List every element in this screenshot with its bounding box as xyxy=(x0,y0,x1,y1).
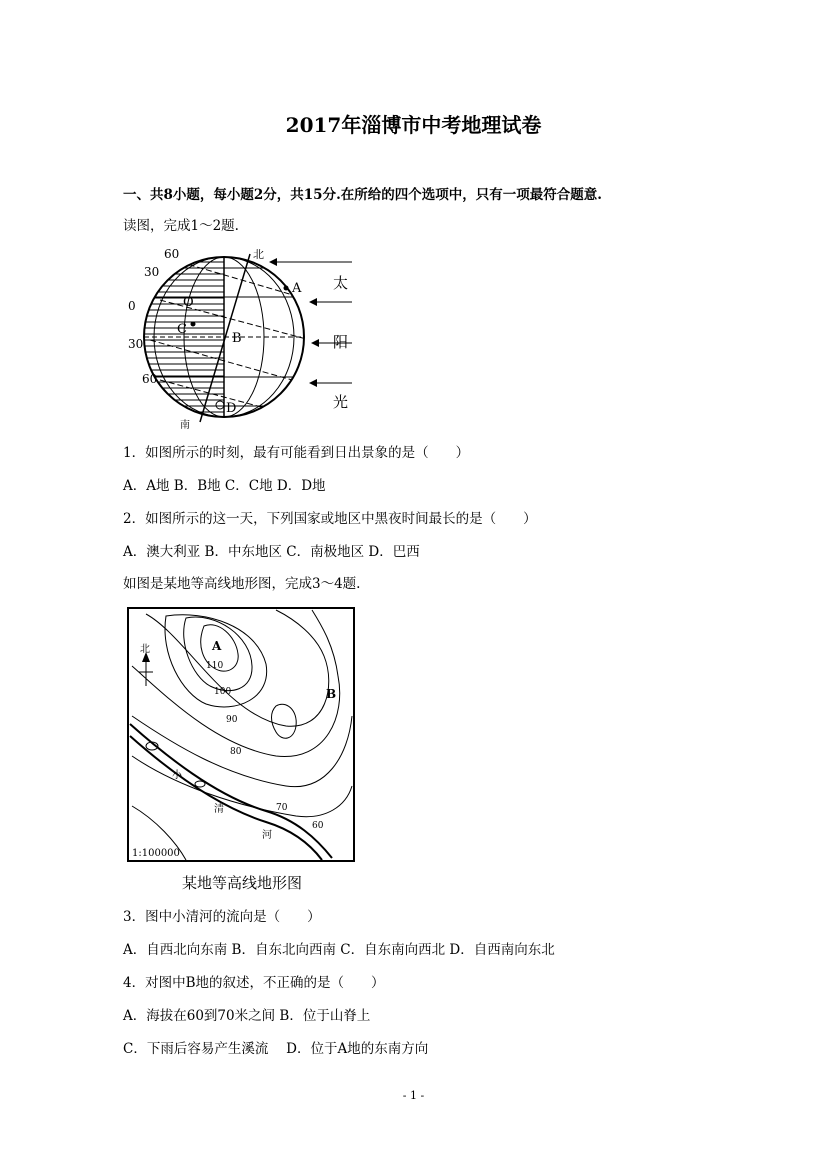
point-b-map-label: B xyxy=(326,687,337,701)
intro-text-1: 读图，完成1～2题. xyxy=(123,218,239,234)
page-title: 2017年淄博市中考地理试卷 xyxy=(285,113,542,137)
question-3-options: A．自西北向东南 B．自东北向西南 C．自东南向西北 D．自西南向东北 xyxy=(123,942,555,958)
lat-60s-label: 60 xyxy=(142,372,158,386)
point-o-label: O xyxy=(183,295,194,310)
river-label-3: 河 xyxy=(262,830,272,841)
point-a-label: A xyxy=(292,281,302,296)
sun-label-2: 阳 xyxy=(333,333,349,351)
south-label: 南 xyxy=(180,420,190,431)
contour-map-figure xyxy=(126,606,358,896)
lat-30s-label: 30 xyxy=(128,337,144,351)
lat-30n-label: 30 xyxy=(144,265,160,279)
lat-60n-label: 60 xyxy=(164,247,180,261)
question-4-options-1: A．海拔在60到70米之间 B．位于山脊上 xyxy=(123,1008,371,1024)
section-heading: 一、共8小题，每小题2分，共15分.在所给的四个选项中，只有一项最符合题意. xyxy=(123,187,602,203)
north-label: 北 xyxy=(253,248,264,261)
map-scale: 1:100000 xyxy=(132,848,180,859)
page-number: - 1 - xyxy=(402,1089,425,1102)
point-d-label: D xyxy=(226,401,237,416)
question-2: 2．如图所示的这一天，下列国家或地区中黑夜时间最长的是（ ） xyxy=(123,511,537,527)
contour-70-label: 70 xyxy=(276,803,288,813)
contour-60-label: 60 xyxy=(312,821,324,831)
contour-110-label: 110 xyxy=(206,661,224,671)
river-label-1: 小 xyxy=(172,770,182,781)
question-4-options-2: C．下雨后容易产生溪流 D．位于A地的东南方向 xyxy=(123,1041,429,1057)
point-b-label: B xyxy=(232,331,242,346)
contour-100-label: 100 xyxy=(214,687,232,697)
north-arrow-label: 北 xyxy=(140,644,150,655)
river-label-2: 清 xyxy=(214,804,224,815)
contour-80-label: 80 xyxy=(230,747,242,757)
question-2-options: A．澳大利亚 B．中东地区 C．南极地区 D．巴西 xyxy=(123,544,420,560)
map-caption: 某地等高线地形图 xyxy=(181,874,303,892)
question-4: 4．对图中B地的叙述，不正确的是（ ） xyxy=(123,975,385,991)
sun-label-1: 太 xyxy=(333,274,349,292)
lat-0-label: 0 xyxy=(128,299,136,313)
question-1-options: A．A地 B．B地 C．C地 D．D地 xyxy=(123,478,326,494)
sun-label-3: 光 xyxy=(333,393,349,411)
contour-90-label: 90 xyxy=(226,715,238,725)
point-c-label: C xyxy=(177,322,187,337)
intro-text-2: 如图是某地等高线地形图，完成3～4题. xyxy=(123,576,361,592)
question-3: 3．图中小清河的流向是（ ） xyxy=(123,909,321,925)
globe-figure xyxy=(120,240,360,432)
question-1: 1．如图所示的时刻，最有可能看到日出景象的是（ ） xyxy=(123,445,470,461)
point-a-map-label: A xyxy=(212,639,222,653)
